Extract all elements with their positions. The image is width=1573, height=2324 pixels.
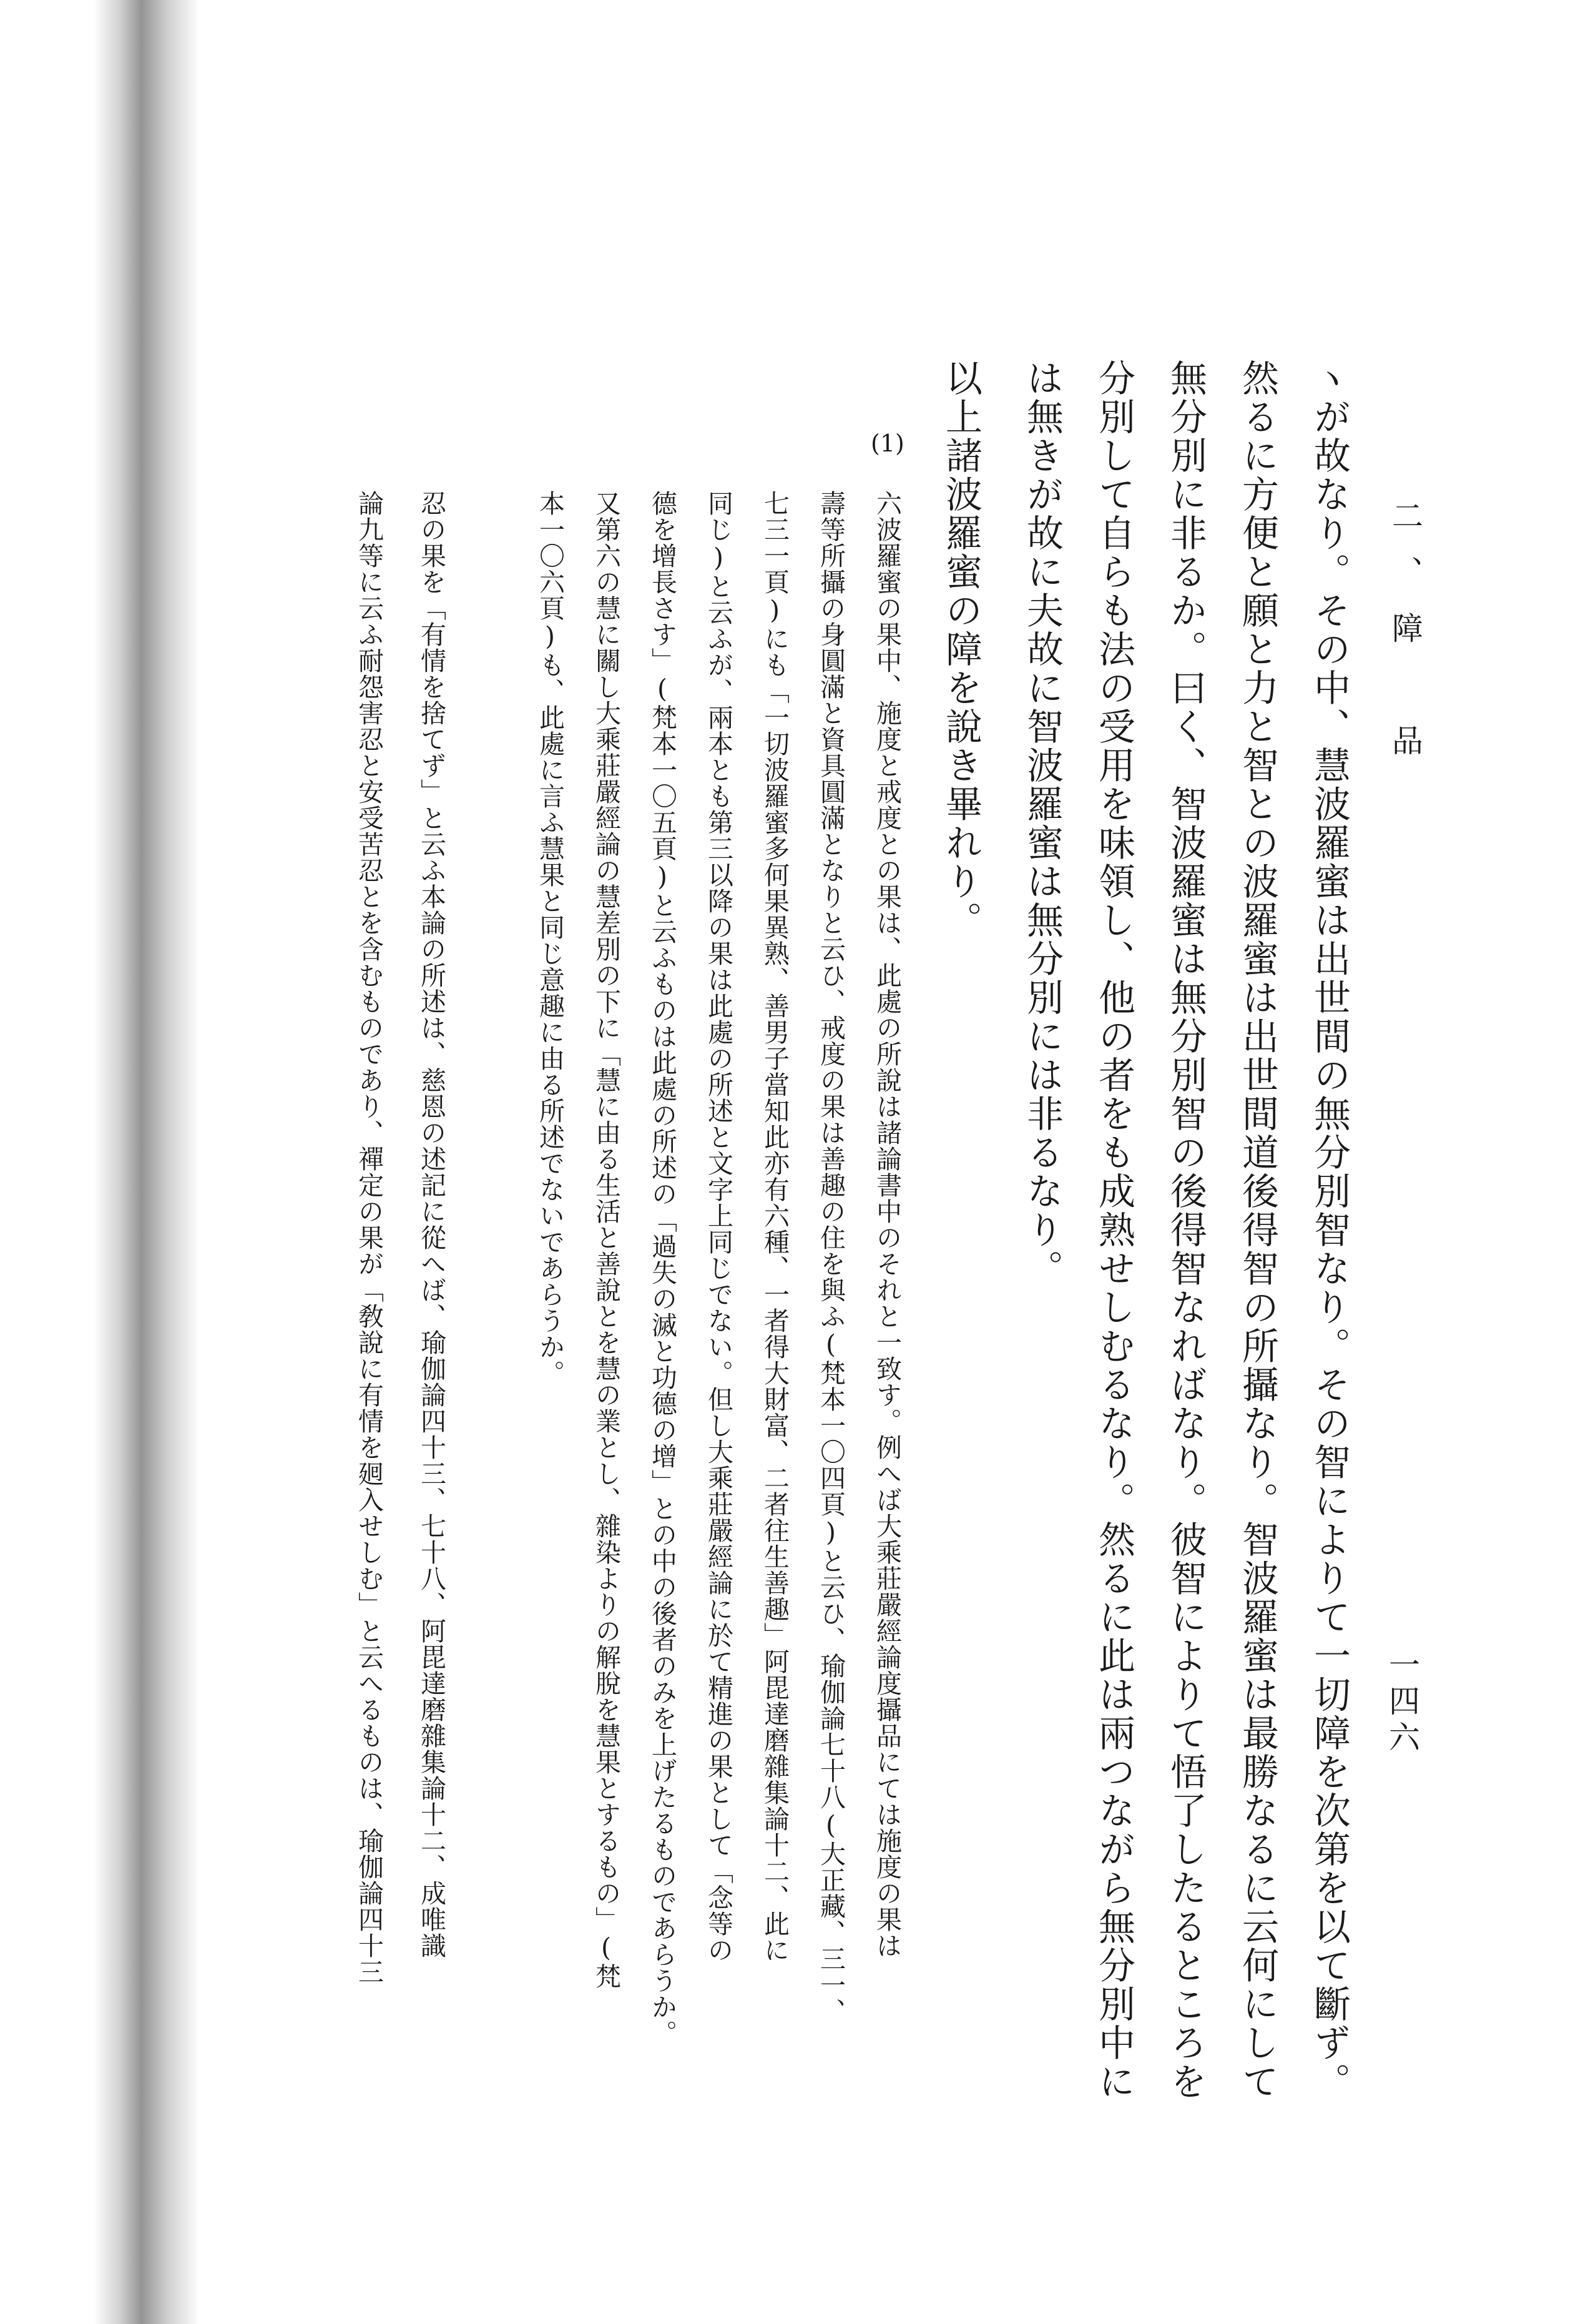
- note-line: 又第六の慧に關し大乘莊嚴經論の慧差別の下に「慧に由る生活と善說とを慧の業とし、雜染よりの解脫を慧果とするもの」(梵: [591, 490, 621, 1989]
- note-line: 七三一頁)にも「一切波羅蜜多何果異熟、善男子當知此亦有六種、一者得大財富、二者往生善趣」阿毘達磨雜集論十二、此に: [760, 490, 790, 1963]
- page-number: 一四六: [1384, 1648, 1420, 1757]
- note-marker: (1): [871, 430, 904, 457]
- main-text-line: ヽが故なり。その中、慧波羅蜜は出世間の無分別智なり。その智によりて一切障を次第を以て斷ず。: [1308, 359, 1351, 2101]
- main-text-line: 以上諸波羅蜜の障を說き畢れり。: [939, 359, 983, 940]
- note-line: 忍の果を「有情を捨てず」と云ふ本論の所述は、慈恩の述記に從へば、瑜伽論四十三、七十八、阿毘達磨雜集論十二、成唯識: [416, 490, 446, 1959]
- note-line: 論九等に云ふ耐怨害忍と安受苦忍とを含むものであり、禪定の果が「敎說に有情を𢌞入せしむ」と云へるものは、瑜伽論四十三: [354, 490, 384, 1985]
- main-text-line: 然るに方便と願と力と智との波羅蜜は出世間道後得智の所攝なり。智波羅蜜は最勝なるに云何にして: [1236, 359, 1279, 2101]
- scan-binding-shadow: [94, 0, 200, 2324]
- note-line: 六波羅蜜の果中、施度と戒度との果は、此處の所說は諸論書中のそれと一致す。例へば大乘莊嚴經論度攝品にては施度の果は: [872, 490, 902, 1959]
- main-text-line: は無きが故に夫故に智波羅蜜は無分別には非るなり。: [1021, 359, 1064, 1288]
- note-line: 德を增長さす」(梵本一〇五頁)と云ふものは此處の所述の「過失の滅と功德の增」との中の後者のみを上げたるものであらうか。: [647, 490, 677, 2046]
- main-text-line: 分別して自らも法の受用を味領し、他の者をも成熟せしむるなり。然るに此は兩つながら無分別中に: [1092, 359, 1135, 2101]
- note-line: 壽等所攝の身圓滿と資具圓滿となりと云ひ、戒度の果は善趣の住を與ふ(梵本一〇四頁)と云ひ、瑜伽論七十八(大正藏、三一、: [816, 490, 846, 2024]
- note-line: 本一〇六頁)も、此處に言ふ慧果と同じ意趣に由る所述でないであらうか。: [535, 490, 565, 1386]
- main-text-line: 無分別に非るか。曰く、智波羅蜜は無分別智の後得智なればなり。彼智によりて悟了したるところを: [1164, 359, 1207, 2101]
- chapter-header: 二、障 品: [1387, 500, 1423, 780]
- note-line: 同じ)と云ふが、兩本とも第三以降の果は此處の所述と文字上同じでない。但し大乘莊嚴經論に於て精進の果として「念等の: [703, 490, 733, 1963]
